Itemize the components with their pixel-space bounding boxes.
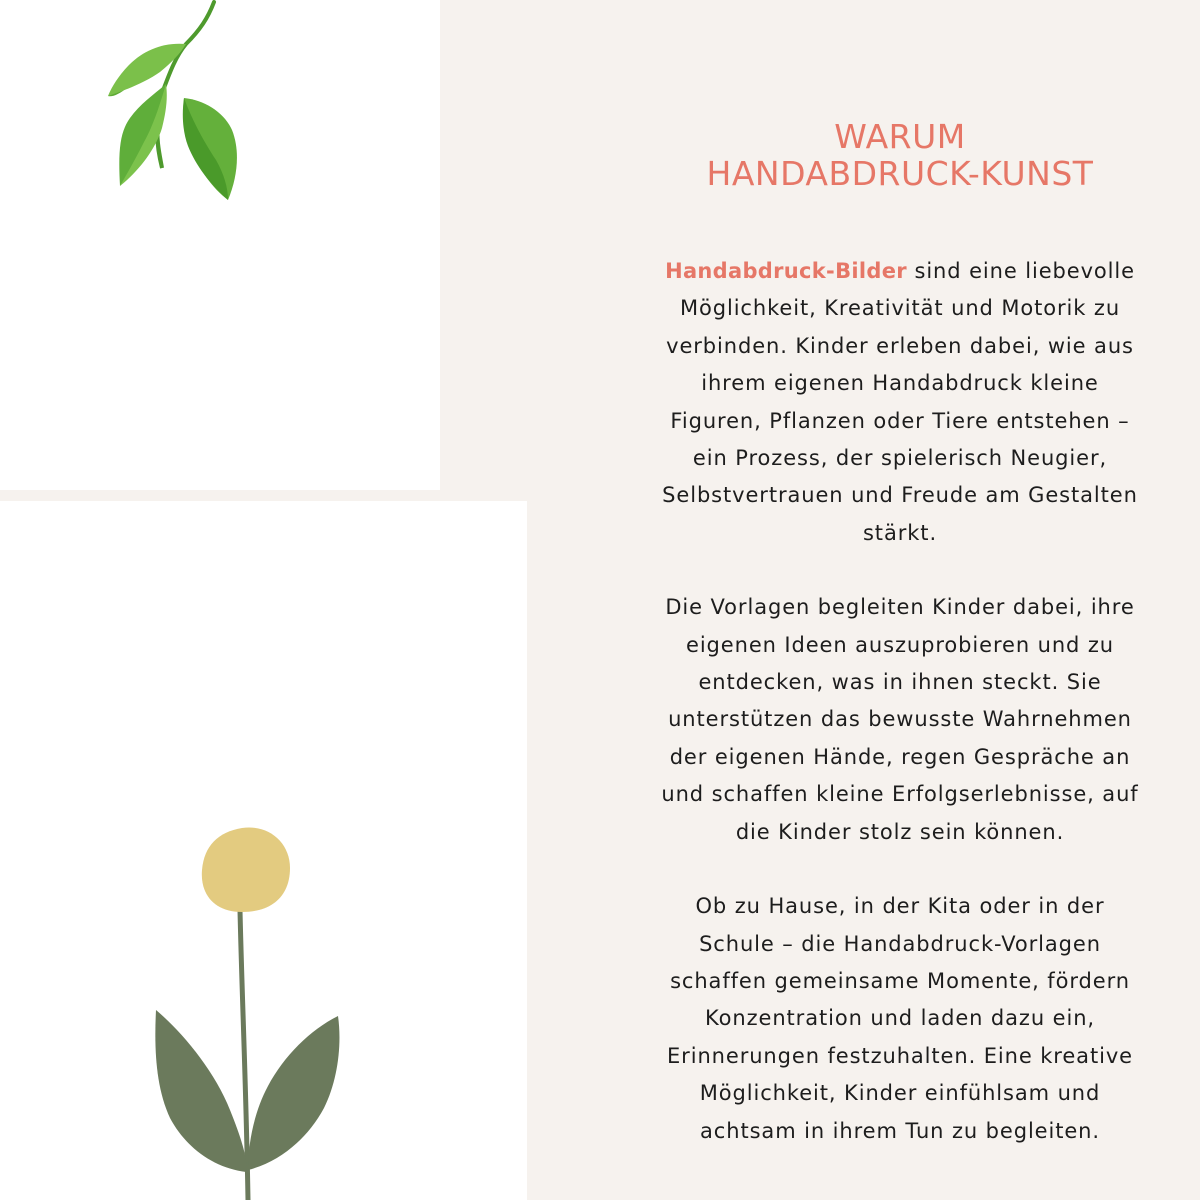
paragraph-line: verbinden. Kinder erleben dabei, wie aus xyxy=(666,333,1134,358)
highlight-term: Handabdruck-Bilder xyxy=(665,259,907,283)
text-column xyxy=(640,118,1160,1150)
paragraph-line: entdecken, was in ihnen steckt. Sie xyxy=(698,670,1102,695)
paragraph-line: Schule – die Handabdruck-Vorlagen xyxy=(699,931,1101,956)
paragraph-line: Ob zu Hause, in der Kita oder in der xyxy=(695,894,1105,919)
heading-line-2: HANDABDRUCK-KUNST xyxy=(706,154,1094,193)
paragraph-line: Selbstvertrauen und Freude am Gestalten xyxy=(662,483,1138,508)
paragraph-line: stärkt. xyxy=(862,520,938,545)
paragraph-line: Erinnerungen festzuhalten. Eine kreative xyxy=(667,1043,1133,1068)
paragraph-line: unterstützen das bewusste Wahrnehmen xyxy=(668,707,1132,732)
paragraph-1 xyxy=(640,253,1160,552)
leaf-sprig-icon xyxy=(100,0,250,210)
paragraph-line: sind eine liebevolle xyxy=(906,259,1135,283)
paragraph-line: die Kinder stolz sein können. xyxy=(735,819,1065,844)
paragraph-line: Figuren, Pflanzen oder Tiere entstehen – xyxy=(670,408,1130,433)
paragraph-line: schaffen gemeinsame Momente, fördern xyxy=(670,968,1130,993)
paragraph-line: Konzentration und laden dazu ein, xyxy=(705,1006,1095,1031)
paragraph-line: Möglichkeit, Kreativität und Motorik zu xyxy=(679,296,1121,321)
paragraph-3 xyxy=(640,888,1160,1150)
flower-icon xyxy=(150,820,350,1200)
paragraph-line: der eigenen Hände, regen Gespräche an xyxy=(669,744,1131,769)
paragraph-2 xyxy=(640,589,1160,851)
paragraph-line: ihrem eigenen Handabdruck kleine xyxy=(701,371,1099,396)
paragraph-line: Die Vorlagen begleiten Kinder dabei, ihre xyxy=(665,595,1135,620)
paragraph-line: achtsam in ihrem Tun zu begleiten. xyxy=(700,1118,1100,1143)
section-heading xyxy=(640,118,1160,192)
heading-line-1: WARUM xyxy=(834,117,966,156)
paragraph-line: eigenen Ideen auszuprobieren und zu xyxy=(686,632,1114,657)
paragraph-line: Möglichkeit, Kinder einfühlsam und xyxy=(699,1081,1101,1106)
paragraph-line: und schaffen kleine Erfolgserlebnisse, auf xyxy=(661,782,1139,807)
paragraph-line: ein Prozess, der spielerisch Neugier, xyxy=(692,446,1108,471)
